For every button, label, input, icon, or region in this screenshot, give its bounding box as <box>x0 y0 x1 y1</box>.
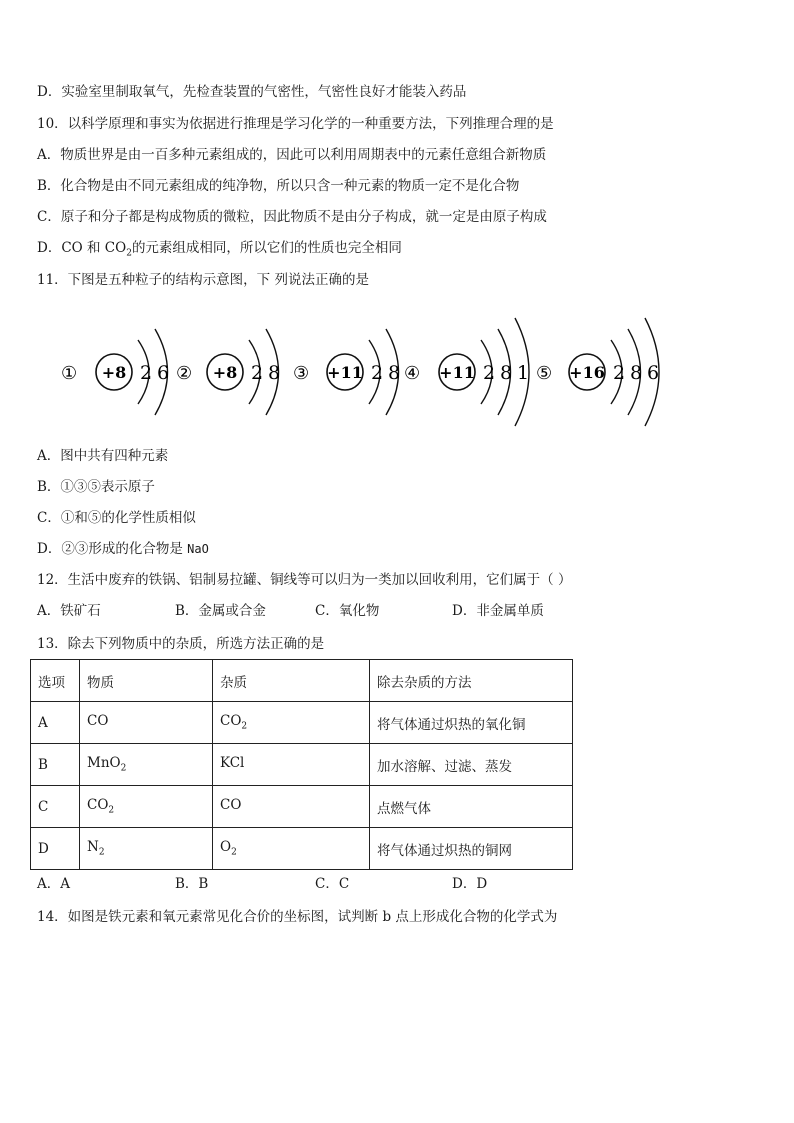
atom-label: ④ <box>404 363 421 384</box>
q12-option-d: D．非金属单质 <box>452 603 544 619</box>
substance-subscript: 2 <box>98 847 105 858</box>
electron-count: 6 <box>157 362 170 384</box>
q9-option-d: D．实验室里制取氧气，先检查装置的气密性，气密性良好才能装入药品 <box>37 84 467 100</box>
impurity-subscript: 2 <box>231 847 237 858</box>
q10-stem: 10．以科学原理和事实为依据进行推理是学习化学的一种重要方法，下列推理合理的是 <box>37 116 554 132</box>
atom-label: ① <box>61 363 78 384</box>
impurity-formula: O <box>220 839 232 856</box>
q10-option-d <box>37 239 402 257</box>
impurity-formula: CO <box>220 797 242 814</box>
q11-option-d-formula: NaO <box>187 542 209 556</box>
impurity-formula: CO <box>220 713 242 730</box>
substance-subscript: 2 <box>120 763 127 774</box>
nucleus-charge: +8 <box>101 363 127 382</box>
electron-count: 8 <box>388 362 401 384</box>
row-substance <box>80 744 213 786</box>
atom-label: ⑤ <box>536 363 553 384</box>
substance-formula: MnO <box>87 755 121 772</box>
q13-table <box>30 659 573 870</box>
electron-count: 8 <box>630 362 643 384</box>
q12-option-a: A．铁矿石 <box>37 603 101 619</box>
q12-option-b: B．金属或合金 <box>175 603 266 619</box>
impurity-formula: KCl <box>220 755 245 772</box>
table-row <box>31 744 573 786</box>
table-row <box>31 786 573 828</box>
electron-count: 8 <box>268 362 281 384</box>
electron-count: 1 <box>517 362 530 384</box>
table-header-row <box>31 660 573 702</box>
header-impurity: 杂质 <box>213 660 370 702</box>
q12-option-c: C．氧化物 <box>315 603 380 619</box>
impurity-subscript: 2 <box>241 721 248 732</box>
row-option: D <box>31 828 80 870</box>
row-option: A <box>31 702 80 744</box>
atom-label: ② <box>176 363 193 384</box>
q13-option-d: D．D <box>452 876 488 892</box>
q12-stem: 12．生活中废弃的铁锅、铝制易拉罐、铜线等可以归为一类加以回收利用，它们属于（ ） <box>37 572 572 588</box>
substance-subscript: 2 <box>108 805 115 816</box>
row-impurity <box>213 744 370 786</box>
table-row <box>31 828 573 870</box>
q11-option-a: A．图中共有四种元素 <box>37 448 169 464</box>
row-impurity <box>213 828 370 870</box>
q14-stem: 14．如图是铁元素和氧元素常见化合价的坐标图，试判断 b 点上形成化合物的化学式为 <box>37 909 558 925</box>
row-method: 将气体通过炽热的氧化铜 <box>370 702 573 744</box>
q13-option-c: C．C <box>315 876 350 892</box>
row-impurity <box>213 702 370 744</box>
q10-option-b: B．化合物是由不同元素组成的纯净物，所以只含一种元素的物质一定不是化合物 <box>37 178 520 194</box>
q11-stem: 11．下图是五种粒子的结构示意图，下 列说法正确的是 <box>37 272 369 288</box>
substance-formula: CO <box>87 713 109 730</box>
atom-structure-diagrams <box>55 300 675 440</box>
row-option: C <box>31 786 80 828</box>
q11-option-d <box>37 540 209 558</box>
electron-count: 2 <box>371 362 384 384</box>
q11-option-d-prefix: D．②③形成的化合物是 <box>37 541 183 557</box>
nucleus-charge: +8 <box>212 363 238 382</box>
row-method: 加水溶解、过滤、蒸发 <box>370 744 573 786</box>
electron-count: 2 <box>251 362 264 384</box>
header-option: 选项 <box>31 660 80 702</box>
row-option: B <box>31 744 80 786</box>
row-substance <box>80 828 213 870</box>
q10-option-c: C．原子和分子都是构成物质的微粒，因此物质不是由分子构成，就一定是由原子构成 <box>37 209 547 225</box>
atom-label: ③ <box>293 363 310 384</box>
row-method: 将气体通过炽热的铜网 <box>370 828 573 870</box>
electron-count: 6 <box>647 362 660 384</box>
row-substance <box>80 702 213 744</box>
q10-option-d-prefix: D．CO 和 CO <box>37 240 127 256</box>
nucleus-charge: +16 <box>569 363 605 382</box>
nucleus-charge: +11 <box>439 363 475 382</box>
header-substance: 物质 <box>80 660 213 702</box>
electron-count: 2 <box>483 362 496 384</box>
row-method: 点燃气体 <box>370 786 573 828</box>
q11-option-b: B．①③⑤表示原子 <box>37 479 155 495</box>
electron-count: 8 <box>500 362 513 384</box>
nucleus-charge: +11 <box>327 363 363 382</box>
row-impurity <box>213 786 370 828</box>
substance-formula: CO <box>87 797 109 814</box>
row-substance <box>80 786 213 828</box>
header-method: 除去杂质的方法 <box>370 660 573 702</box>
q13-option-a: A．A <box>37 876 70 892</box>
q11-option-c: C．①和⑤的化学性质相似 <box>37 510 196 526</box>
q13-stem: 13．除去下列物质中的杂质，所选方法正确的是 <box>37 636 325 652</box>
table-row <box>31 702 573 744</box>
q10-option-d-subscript: 2 <box>126 248 132 259</box>
electron-count: 2 <box>613 362 626 384</box>
substance-formula: N <box>87 839 99 856</box>
q13-option-b: B．B <box>175 876 209 892</box>
q10-option-a: A．物质世界是由一百多种元素组成的，因此可以利用周期表中的元素任意组合新物质 <box>37 147 547 163</box>
q10-option-d-suffix: 的元素组成相同，所以它们的性质也完全相同 <box>131 240 402 256</box>
electron-count: 2 <box>140 362 153 384</box>
